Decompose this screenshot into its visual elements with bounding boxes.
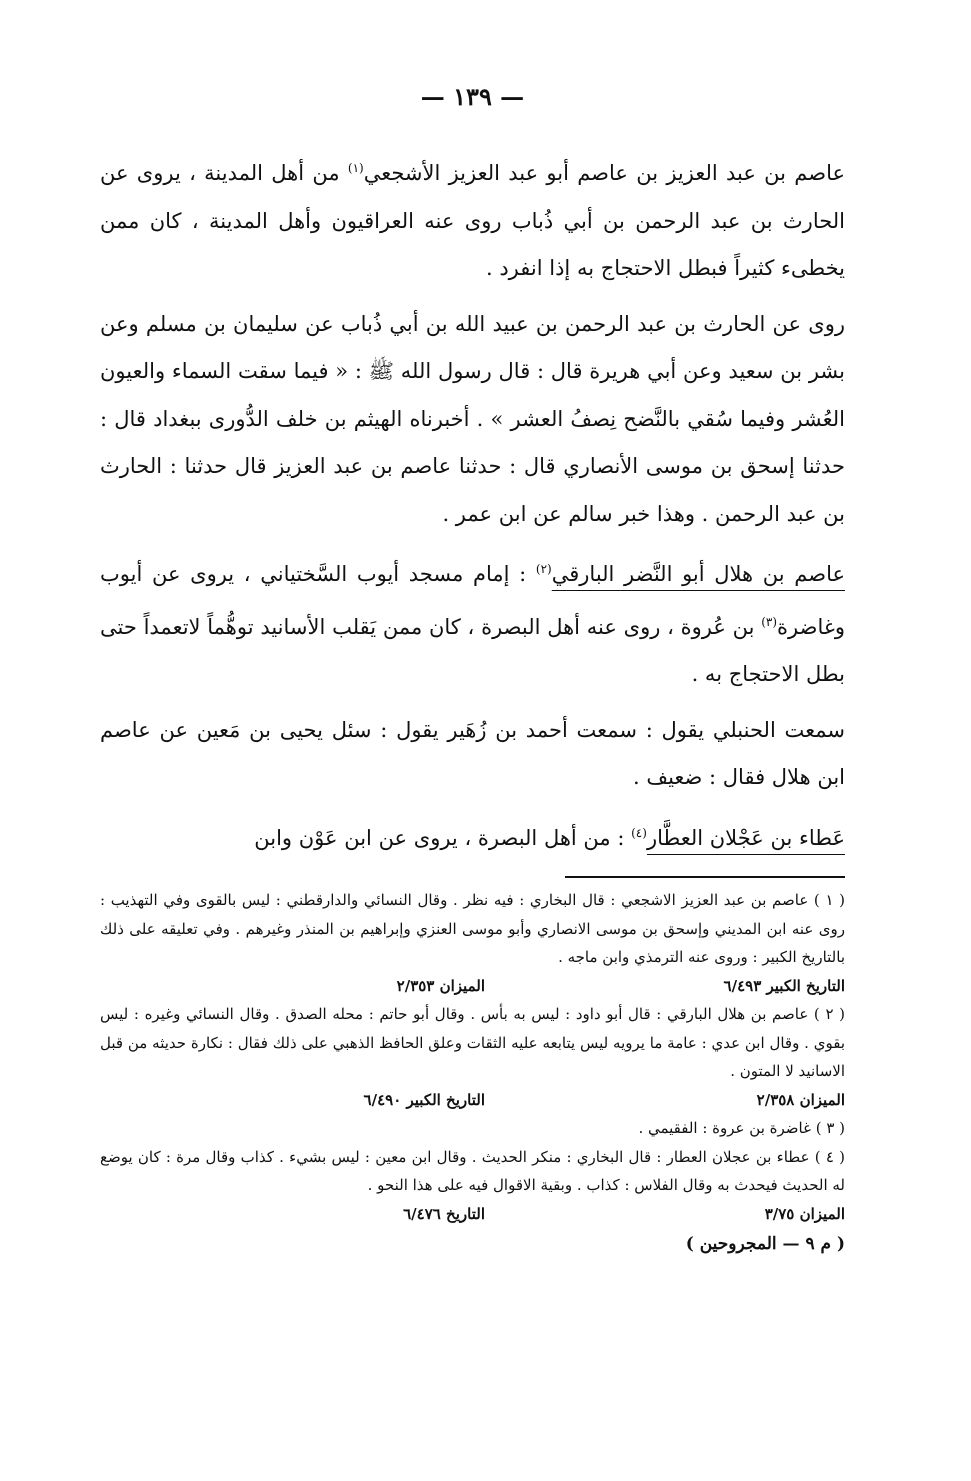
footnote-ref: (٢) <box>535 562 552 576</box>
entry-heading: عاصم بن هلال أبو النَّضر البارقي <box>551 562 845 586</box>
entry-text: بن عُروة ، روى عنه أهل البصرة ، كان ممن يَقلب الأسانيد توهُّماً لاتعمداً حتى بطل الاحتجاج به . <box>100 614 845 686</box>
footnote-1-refs <box>100 972 845 1001</box>
ref-tarikh: التاريخ الكبير ٦/٤٩٠ <box>363 1090 485 1109</box>
ref-tarikh: الميزان ٢/٣٥٣ <box>396 976 485 995</box>
entry-heading: عاصم بن عبد العزيز بن عاصم أبو عبد العزيز الأشجعي <box>363 161 845 185</box>
entry-heading: عَطاء بن عَجْلان العطَّار <box>646 825 845 850</box>
ref-tarikh: التاريخ ٦/٤٧٦ <box>403 1204 485 1223</box>
book-page <box>100 82 845 1452</box>
entry-ata-ibn-ajlan <box>100 810 845 863</box>
entry-paragraph: سمعت الحنبلي يقول : سمعت أحمد بن زُهَير يقول : سئل يحيى بن مَعين عن عاصم ابن هلال فقال : ضعيف . <box>100 717 845 789</box>
entry-paragraph <box>100 810 845 863</box>
footnote-divider <box>565 876 845 878</box>
entry-text: : إمام مسجد أيوب السَّختياني ، يروى عن أيوب وغاضرة <box>100 562 845 639</box>
footnote-4: ( ٤ ) عطاء بن عجلان العطار : قال البخاري : منكر الحديث . وقال ابن معين : ليس بشيء . كذاب وقال مرة : كان يوضع له الحديث فيحدث به وقال الفلاس : كذاب . وبقية الاقوال فيه على هذا النحو . <box>100 1147 845 1194</box>
entry-text: من أهل المدينة ، <box>189 161 340 185</box>
footnote-2-refs <box>100 1086 845 1115</box>
ref-mizan: الميزان ٢/٣٥٨ <box>756 1090 845 1109</box>
entry-asim-ibn-abd-al-aziz <box>100 145 845 293</box>
entry-hanbali-report <box>100 707 845 802</box>
page-number: — ١٣٩ — <box>420 82 525 111</box>
ref-mizan: التاريخ الكبير ٦/٤٩٣ <box>723 976 845 995</box>
entry-asim-ibn-hilal <box>100 546 845 699</box>
footnote-2: ( ٢ ) عاصم بن هلال البارقي : قال أبو داود : ليس به بأس . وقال أبو حاتم : محله الصدق . وقال النسائي وغيره : ليس بقوي . وقال ابن عدي : عامة ما يرويه ليس يتابعه عليه الثقات وعلق الحافظ الذهبي على ذلك فقال : نكارة حديثه من قبل الاسانيد لا المتون . <box>100 1005 845 1080</box>
entry-paragraph <box>100 145 845 293</box>
entry-text: كان ممن يخطىء كثيراً فبطل الاحتجاج به إذا انفرد . <box>100 208 845 280</box>
entry-text: : من أهل البصرة ، يروى عن ابن عَوْن وابن <box>254 825 625 850</box>
footnote-1: ( ١ ) عاصم بن عبد العزيز الاشجعي : قال البخاري : فيه نظر . وقال النسائي والدارقطني : ليس بالقوى وفي التهذيب : روى عنه ابن المديني وإسحق بن موسى الانصاري وأبو موسى العنزي وإبراهيم بن المنذر وغيرهم . وفي تعليقه على ذلك بالتاريخ الكبير : وروى عنه الترمذي وابن ماجه . <box>100 891 846 966</box>
entry-paragraph: روى عن الحارث بن عبد الرحمن بن عبيد الله بن أبي ذُباب عن سليمان بن مسلم وعن بشر بن سعيد وعن أبي هريرة قال : قال رسول الله ﷺ : « فيما سقت السماء والعيون العُشر وفيما سُقي بالنَّضح نِصفُ العشر » . أخبرناه الهيثم بن خلف الدُّورى ببغداد قال : حدثنا إسحق بن موسى الأنصاري قال : حدثنا عاصم بن عبد العزيز قال حدثنا : الحارث بن عبد الرحمن . وهذا خبر سالم عن ابن عمر . <box>100 311 845 526</box>
footnote-4-refs <box>100 1200 845 1229</box>
entry-paragraph <box>100 546 845 699</box>
entry-hadith-report <box>100 301 845 539</box>
ref-mizan: الميزان ٣/٧٥ <box>764 1204 845 1223</box>
footnotes <box>100 886 845 1228</box>
page-signature: ( م ٩ — المجروحين ) <box>685 1234 845 1254</box>
footnote-3: ( ٣ ) غاضرة بن عروة : الفقيمي . <box>638 1119 845 1137</box>
footnote-ref: (٣) <box>761 614 778 629</box>
footnote-ref: (١) <box>347 161 364 175</box>
entry-text: يروى عن الحارث بن عبد الرحمن بن أبي ذُباب روى عنه العراقيون وأهل المدينة ، <box>100 161 846 233</box>
footnote-ref: (٤) <box>631 825 647 840</box>
